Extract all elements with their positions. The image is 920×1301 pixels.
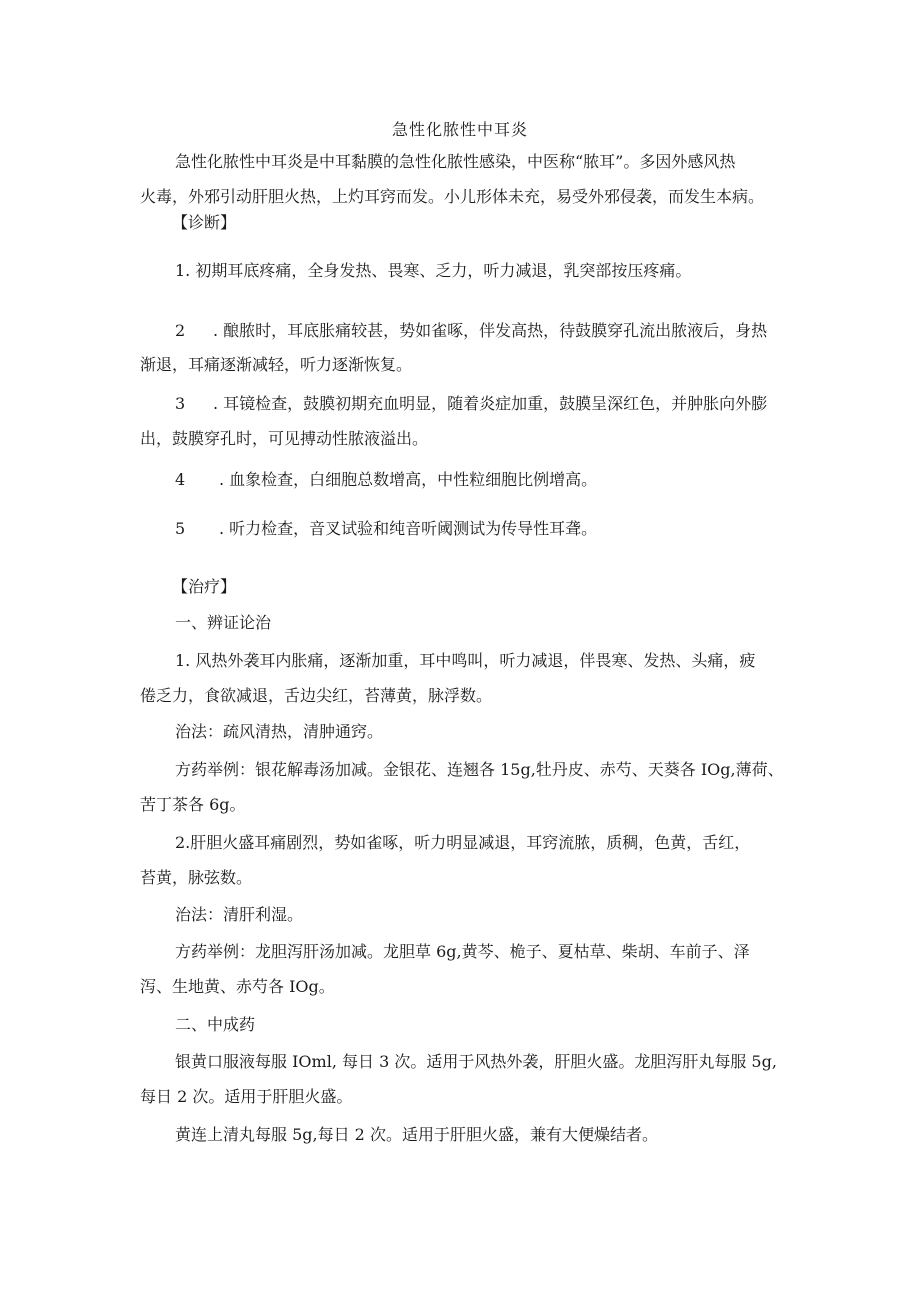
item-text: . 血象检查，白细胞总数增高，中性粒细胞比例增高。 bbox=[219, 470, 598, 489]
treatment-item-2-prescription-line-2: 泻、生地黄、赤芍各 IOg。 bbox=[140, 977, 335, 996]
patent-medicine-line-1: 银黄口服液每服 IOml, 每日 3 次。适用于风热外袭，肝胆火盛。龙胆泻肝丸每服 5g, bbox=[175, 1052, 777, 1071]
treatment-item-1-method: 治法：疏风清热，清肿通窍。 bbox=[175, 722, 384, 741]
treatment-item-1-line-2: 倦乏力，食欲减退，舌边尖红，苔薄黄，脉浮数。 bbox=[140, 686, 493, 705]
treatment-item-2-line-2: 苔黄，脉弦数。 bbox=[140, 868, 253, 887]
patent-medicine-line-2: 每日 2 次。适用于肝胆火盛。 bbox=[140, 1087, 353, 1106]
diagnosis-item-2-line-2: 渐退，耳痛逐渐减轻，听力逐渐恢复。 bbox=[140, 355, 413, 374]
treatment-item-2-line-1: 2.肝胆火盛耳痛剧烈，势如雀啄，听力明显减退，耳窍流脓，质稠，色黄，舌红， bbox=[175, 833, 751, 852]
treatment-item-2-prescription-line-1: 方药举例：龙胆泻肝汤加减。龙胆草 6g,黄芩、桅子、夏枯草、柴胡、车前子、泽 bbox=[175, 942, 750, 961]
treatment-item-2-method: 治法：清肝利湿。 bbox=[175, 905, 304, 924]
treatment-section-2-heading: 二、中成药 bbox=[175, 1015, 256, 1034]
item-number: 4 bbox=[175, 470, 186, 489]
diagnosis-item-5 bbox=[175, 519, 795, 539]
intro-paragraph-line-1: 急性化脓性中耳炎是中耳黏膜的急性化脓性感染，中医称“脓耳”。多因外感风热 bbox=[175, 152, 736, 171]
treatment-item-1-prescription-line-1: 方药举例：银花解毒汤加减。金银花、连翘各 15g,牡丹皮、赤芍、天葵各 IOg,薄荷、 bbox=[175, 760, 784, 779]
treatment-item-1-line-1: 1. 风热外袭耳内胀痛，逐渐加重，耳中鸣叫，听力减退，伴畏寒、发热、头痛，疲 bbox=[175, 651, 756, 670]
diagnosis-heading: 【诊断】 bbox=[172, 213, 237, 232]
page-title: 急性化脓性中耳炎 bbox=[391, 120, 528, 139]
intro-paragraph-line-2: 火毒，外邪引动肝胆火热，上灼耳窍而发。小儿形体未充，易受外邪侵袭，而发生本病。 bbox=[140, 187, 765, 206]
diagnosis-item-2-line-1 bbox=[175, 321, 795, 341]
item-text: . 酿脓时，耳底胀痛较甚，势如雀啄，伴发高热，待鼓膜穿孔流出脓液后，身热 bbox=[213, 321, 768, 340]
diagnosis-item-4 bbox=[175, 470, 795, 490]
item-text: . 耳镜检查，鼓膜初期充血明显，随着炎症加重，鼓膜呈深红色，并肿胀向外膨 bbox=[213, 394, 768, 413]
treatment-section-1-heading: 一、辨证论治 bbox=[175, 613, 272, 632]
item-text: . 听力检查，音叉试验和纯音听阈测试为传导性耳聋。 bbox=[219, 519, 598, 538]
patent-medicine-line-3: 黄连上清丸每服 5g,每日 2 次。适用于肝胆火盛，兼有大便燥结者。 bbox=[175, 1125, 658, 1144]
diagnosis-item-3-line-1 bbox=[175, 394, 795, 414]
treatment-item-1-prescription-line-2: 苦丁茶各 6g。 bbox=[140, 795, 246, 814]
item-number: 2 bbox=[175, 321, 186, 340]
item-number: 3 bbox=[175, 394, 186, 413]
diagnosis-item-3-line-2: 出，鼓膜穿孔时，可见搏动性脓液溢出。 bbox=[140, 429, 429, 448]
diagnosis-item-1: 1. 初期耳底疼痛，全身发热、畏寒、乏力，听力减退，乳突部按压疼痛。 bbox=[175, 261, 692, 280]
treatment-heading: 【治疗】 bbox=[172, 577, 237, 596]
item-number: 5 bbox=[175, 519, 186, 538]
